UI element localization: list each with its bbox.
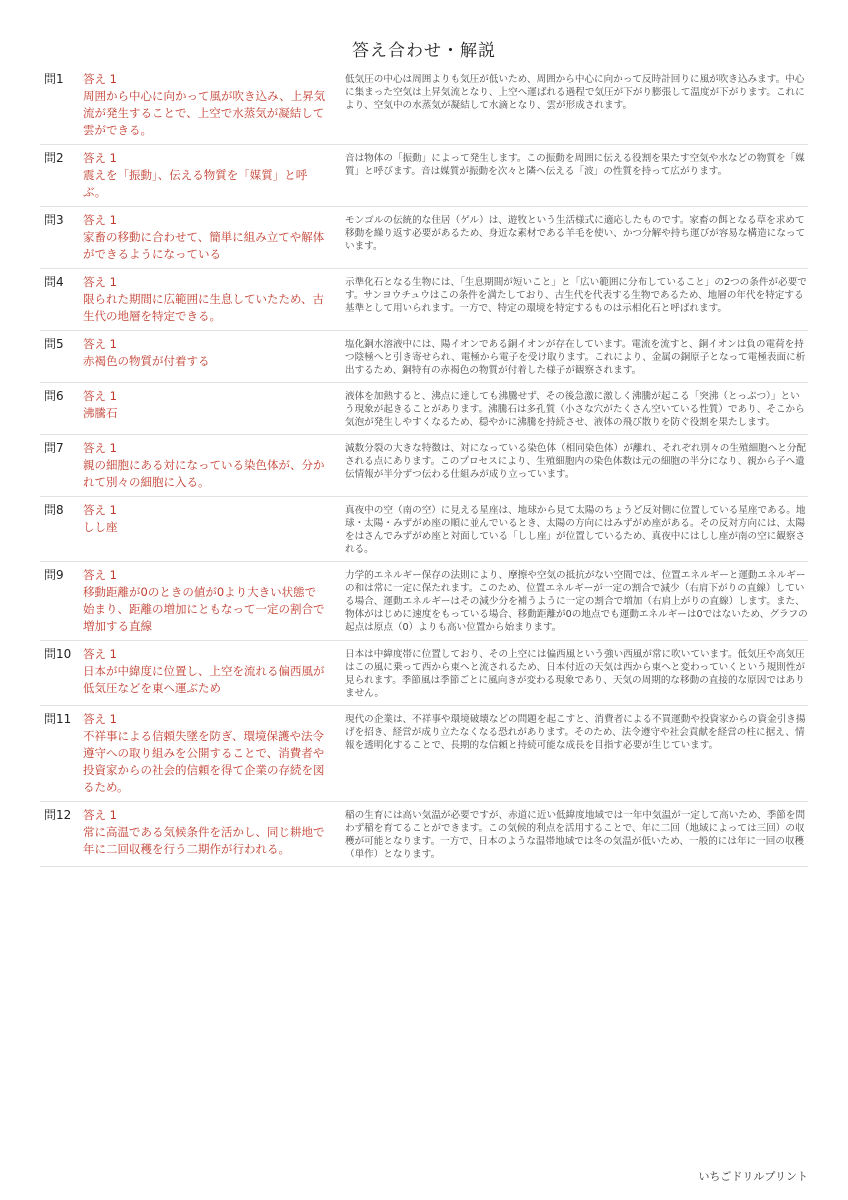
answer-cell: [83, 566, 333, 635]
answer-label: 答え 1: [83, 275, 117, 289]
explanation-text: 日本は中緯度帯に位置しており、その上空には偏西風という強い西風が常に吹いています。低気圧や高気圧はこの風に乗って西から東へと流されるため、日本付近の天気は西から東へと変わっていくという規則性が見られます。季節風は季節ごとに風向きが変わる現象であり、天気の周期的な移動の直接的な原因ではありません。: [345, 649, 806, 699]
question-number: 問4: [44, 275, 64, 289]
answer-cell: [83, 70, 333, 139]
question-number: 問9: [44, 568, 64, 582]
table-row: [40, 66, 808, 145]
answer-text: 親の細胞にある対になっている染色体が、分かれて別々の細胞に入る。: [83, 458, 325, 489]
table-row: [40, 383, 808, 435]
explanation-text: 低気圧の中心は周囲よりも気圧が低いため、周囲から中心に向かって反時計回りに風が吹き込みます。中心に集まった空気は上昇気流となり、上空へ運ばれる過程で気圧が下がり膨張して温度が下がります。これにより、空気中の水蒸気が凝結して水滴となり、雲が形成されます。: [345, 74, 805, 111]
table-row: [40, 641, 808, 706]
question-number: 問5: [44, 337, 64, 351]
question-number: 問1: [44, 72, 64, 86]
table-row: [40, 497, 808, 562]
question-number: 問11: [44, 712, 72, 726]
table-row: [40, 207, 808, 269]
answer-cell: [83, 335, 333, 377]
explanation-text: 真夜中の空（南の空）に見える星座は、地球から見て太陽のちょうど反対側に位置している星座である。地球・太陽・みずがめ座の順に並んでいるとき、太陽の方向にはみずがめ座がある。その反対方向には、太陽をはさんでみずがめ座と対面している「しし座」が位置しているため、真夜中にはしし座が南の空に観察される。: [345, 505, 806, 555]
question-number: 問6: [44, 389, 64, 403]
answer-text: 限られた期間に広範囲に生息していたため、古生代の地層を特定できる。: [83, 292, 325, 323]
explanation-text: 塩化銅水溶液中には、陽イオンである銅イオンが存在しています。電流を流すと、銅イオンは負の電荷を持つ陰極へと引き寄せられ、電極から電子を受け取ります。これにより、金属の銅原子となって電極表面に析出するため、銅特有の赤褐色の物質が付着した様子が観察されます。: [345, 339, 806, 376]
question-number: 問8: [44, 503, 64, 517]
answer-text: 震えを「振動」、伝える物質を「媒質」と呼ぶ。: [83, 168, 308, 199]
table-row: [40, 435, 808, 497]
answer-label: 答え 1: [83, 808, 117, 822]
answer-label: 答え 1: [83, 151, 117, 165]
answer-cell: [83, 273, 333, 325]
table-row: [40, 802, 808, 867]
explanation-text: 力学的エネルギー保存の法則により、摩擦や空気の抵抗がない空間では、位置エネルギーと運動エネルギーの和は常に一定に保たれます。このため、位置エネルギーが一定の割合で減少（右肩下がりの直線）している場合、運動エネルギーはその減少分を補うように一定の割合で増加（右肩上がりの直線）します。また、物体がはじめに速度をもっている場合、移動距離が0の地点でも運動エネルギーは0ではないため、グラフの起点は原点（0）よりも高い位置から始まります。: [345, 570, 808, 633]
answer-cell: [83, 645, 333, 700]
explanation-text: 液体を加熱すると、沸点に達しても沸騰せず、その後急激に激しく沸騰が起こる「突沸（とっぷつ）」という現象が起きることがあります。沸騰石は多孔質（小さな穴がたくさん空いている性質）であり、そこから気泡が発生しやすくなるため、穏やかに沸騰を持続させ、液体の飛び散りを防ぐ役割を果たします。: [345, 391, 805, 428]
answer-cell: [83, 710, 333, 796]
question-number: 問3: [44, 213, 64, 227]
answer-label: 答え 1: [83, 72, 117, 86]
table-row: [40, 562, 808, 641]
answer-cell: [83, 211, 333, 263]
answer-text: 家畜の移動に合わせて、簡単に組み立てや解体ができるようになっている: [83, 230, 325, 261]
answer-cell: [83, 149, 333, 201]
explanation-text: 稲の生育には高い気温が必要ですが、赤道に近い低緯度地域では一年中気温が一定して高いため、季節を問わず稲を育てることができます。この気候的利点を活用することで、年に二回（地域によっては三回）の収穫が可能となります。一方で、日本のような温帯地域では冬の気温が低いため、一般的には年に一回の収穫（単作）となります。: [345, 810, 806, 860]
explanation-text: 減数分裂の大きな特徴は、対になっている染色体（相同染色体）が離れ、それぞれ別々の生殖細胞へと分配される点にあります。このプロセスにより、生殖細胞内の染色体数は元の細胞の半分になり、親から子へ遺伝情報が半分ずつ伝わる仕組みが成り立っています。: [345, 443, 807, 480]
answer-text: 移動距離が0のときの値が0より大きい状態で始まり、距離の増加にともなって一定の割合で増加する直線: [83, 585, 325, 633]
answer-label: 答え 1: [83, 213, 117, 227]
page-title: 答え合わせ・解説: [352, 41, 496, 61]
answer-cell: [83, 387, 333, 429]
answer-label: 答え 1: [83, 647, 117, 661]
answer-text: 不祥事による信頼失墜を防ぎ、環境保護や法令遵守への取り組みを公開することで、消費者や投資家からの社会的信頼を得て企業の存続を図るため。: [83, 729, 325, 794]
answer-label: 答え 1: [83, 503, 117, 517]
table-row: [40, 331, 808, 383]
answer-text: しし座: [83, 520, 118, 534]
answer-label: 答え 1: [83, 568, 117, 582]
explanation-text: 現代の企業は、不祥事や環境破壊などの問題を起こすと、消費者による不買運動や投資家からの資金引き揚げを招き、経営が成り立たなくなる恐れがあります。そのため、法令遵守や社会貢献を経営の柱に据え、情報を透明化することで、長期的な信頼と持続可能な成長を目指す必要が生じています。: [345, 714, 806, 751]
answer-label: 答え 1: [83, 712, 117, 726]
table-row: [40, 145, 808, 207]
question-number: 問12: [44, 808, 72, 822]
answer-text: 周囲から中心に向かって風が吹き込み、上昇気流が発生することで、上空で水蒸気が凝結して雲ができる。: [83, 89, 326, 137]
explanation-text: 示準化石となる生物には、「生息期間が短いこと」と「広い範囲に分布していること」の2つの条件が必要です。サンヨウチュウはこの条件を満たしており、古生代を代表する生物であるため、地層の年代を特定する基準として用いられます。一方で、特定の環境を特定するものは示相化石と呼ばれます。: [345, 277, 807, 314]
answer-text: 日本が中緯度に位置し、上空を流れる偏西風が低気圧などを東へ運ぶため: [83, 664, 325, 695]
answer-label: 答え 1: [83, 389, 117, 403]
table-row: [40, 269, 808, 331]
answer-text: 沸騰石: [83, 406, 118, 420]
question-number: 問10: [44, 647, 72, 661]
answer-cell: [83, 439, 333, 491]
answer-label: 答え 1: [83, 441, 117, 455]
explanation-text: 音は物体の「振動」によって発生します。この振動を周囲に伝える役割を果たす空気や水などの物質を「媒質」と呼びます。音は媒質が振動を次々と隣へ伝える「波」の性質を持って広がります。: [345, 153, 805, 177]
answer-label: 答え 1: [83, 337, 117, 351]
question-number: 問7: [44, 441, 64, 455]
answer-text: 常に高温である気候条件を活かし、同じ耕地で年に二回収穫を行う二期作が行われる。: [83, 825, 325, 856]
question-number: 問2: [44, 151, 64, 165]
table-row: [40, 706, 808, 802]
answer-cell: [83, 806, 333, 861]
answer-table: [40, 66, 808, 867]
explanation-text: モンゴルの伝統的な住居（ゲル）は、遊牧という生活様式に適応したものです。家畜の餌となる草を求めて移動を繰り返す必要があるため、身近な素材である羊毛を使い、かつ分解や持ち運びが容易な構造になっています。: [345, 215, 806, 252]
answer-text: 赤褐色の物質が付着する: [83, 354, 210, 368]
footer-brand: いちごドリルプリント: [698, 1170, 808, 1183]
answer-cell: [83, 501, 333, 556]
